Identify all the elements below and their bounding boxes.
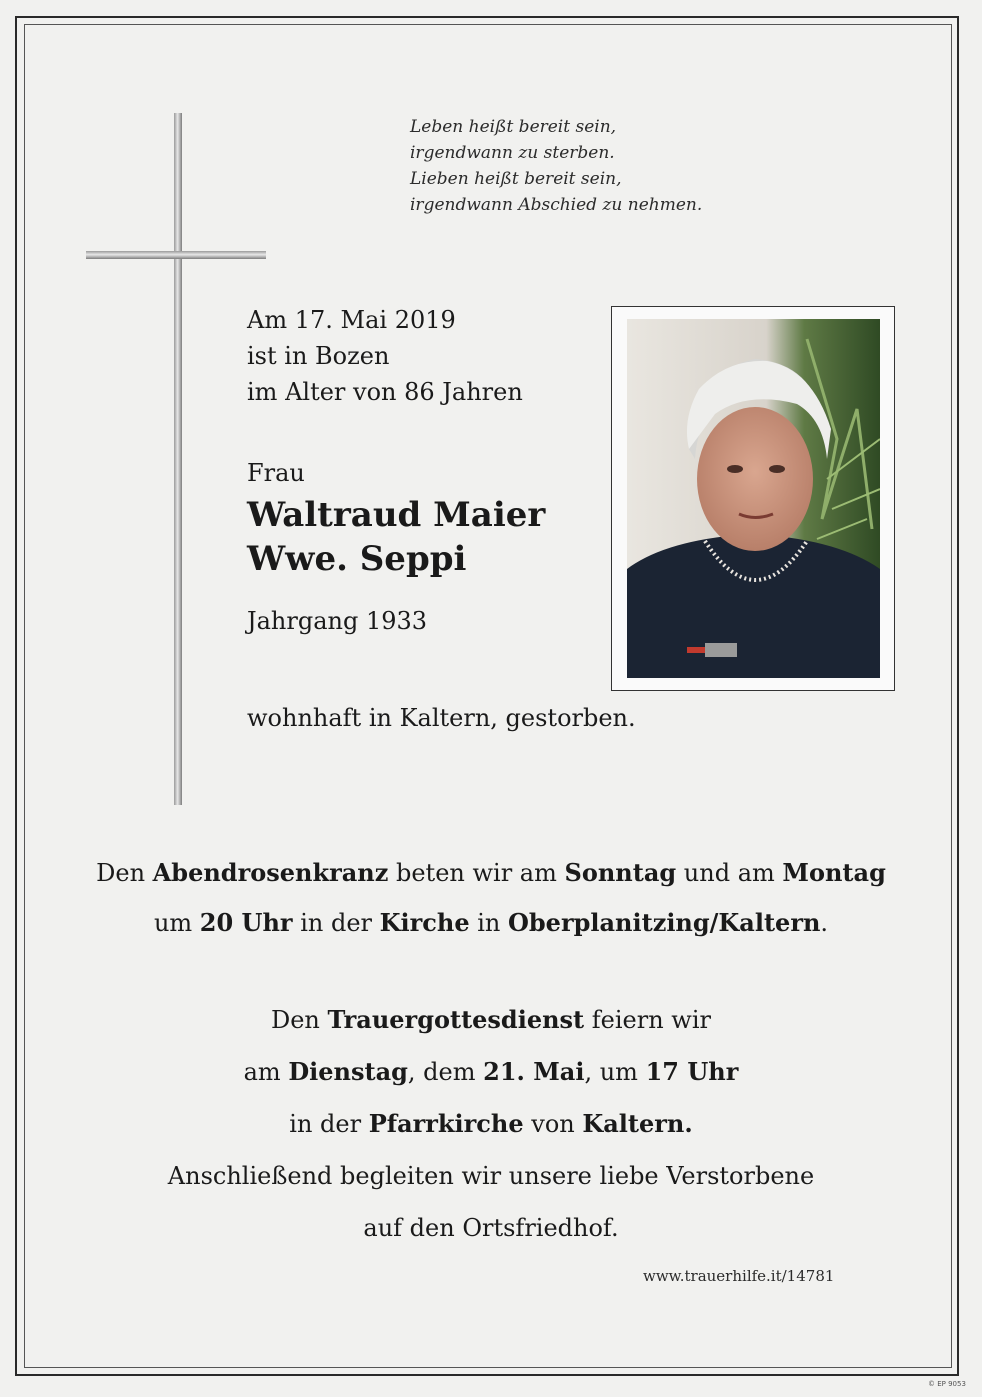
cross-icon-vertical xyxy=(174,113,182,805)
funeral-time: 17 Uhr xyxy=(645,1057,739,1086)
funeral-line-1 xyxy=(80,994,902,1046)
funeral-announcement xyxy=(80,994,902,1254)
salutation: Frau xyxy=(247,459,305,487)
footer-code: © EP 9053 xyxy=(928,1380,966,1388)
portrait-photo xyxy=(627,319,880,678)
quote-line: Lieben heißt bereit sein, xyxy=(410,169,622,189)
funeral-day: Dienstag xyxy=(288,1057,408,1086)
text: um xyxy=(153,909,200,937)
text: , um xyxy=(584,1058,646,1086)
text: in der xyxy=(292,909,380,937)
death-place: ist in Bozen xyxy=(247,342,390,370)
birth-year: Jahrgang 1933 xyxy=(247,607,428,635)
rosary-label: Abendrosenkranz xyxy=(152,858,389,887)
rosary-line-2 xyxy=(80,898,902,948)
quote-line: irgendwann zu sterben. xyxy=(410,143,615,163)
text: und am xyxy=(676,859,783,887)
rosary-announcement xyxy=(80,848,902,948)
quote-line: Leben heißt bereit sein, xyxy=(410,117,617,137)
death-announcement xyxy=(247,302,523,410)
funeral-line-5: auf den Ortsfriedhof. xyxy=(363,1214,619,1242)
website-link[interactable]: www.trauerhilfe.it/14781 xyxy=(643,1267,835,1285)
funeral-line-4: Anschließend begleiten wir unsere liebe Verstorbene xyxy=(167,1162,815,1190)
text: in xyxy=(469,909,508,937)
text: in der xyxy=(289,1110,369,1138)
memorial-quote xyxy=(410,114,770,218)
rosary-time: 20 Uhr xyxy=(199,908,293,937)
rosary-location: Oberplanitzing/Kaltern xyxy=(507,908,821,937)
residence: wohnhaft in Kaltern, gestorben. xyxy=(247,704,636,732)
quote-line: irgendwann Abschied zu nehmen. xyxy=(410,195,703,215)
text: Den xyxy=(270,1006,328,1034)
name-line: Waltraud Maier xyxy=(247,495,546,535)
text: Den xyxy=(96,859,153,887)
death-date: Am 17. Mai 2019 xyxy=(247,306,456,334)
deceased-name xyxy=(247,493,545,581)
text: feiern wir xyxy=(584,1006,711,1034)
funeral-line-2 xyxy=(80,1046,902,1098)
rosary-line-1 xyxy=(80,848,902,898)
cross-icon-horizontal xyxy=(86,251,266,259)
funeral-service-label: Trauergottesdienst xyxy=(327,1005,585,1034)
name-line: Wwe. Seppi xyxy=(247,539,467,579)
church-label: Kirche xyxy=(379,908,470,937)
text: , dem xyxy=(407,1058,484,1086)
funeral-date: 21. Mai xyxy=(483,1057,585,1086)
text: von xyxy=(523,1110,583,1138)
funeral-location: Kaltern. xyxy=(582,1109,693,1138)
photo-frame xyxy=(611,306,895,691)
age-at-death: im Alter von 86 Jahren xyxy=(247,378,523,406)
day-monday: Montag xyxy=(782,858,886,887)
text: . xyxy=(820,909,829,937)
parish-church: Pfarrkirche xyxy=(368,1109,524,1138)
funeral-line-3 xyxy=(80,1098,902,1150)
day-sunday: Sonntag xyxy=(564,858,677,887)
text: beten wir am xyxy=(388,859,565,887)
text: am xyxy=(243,1058,289,1086)
